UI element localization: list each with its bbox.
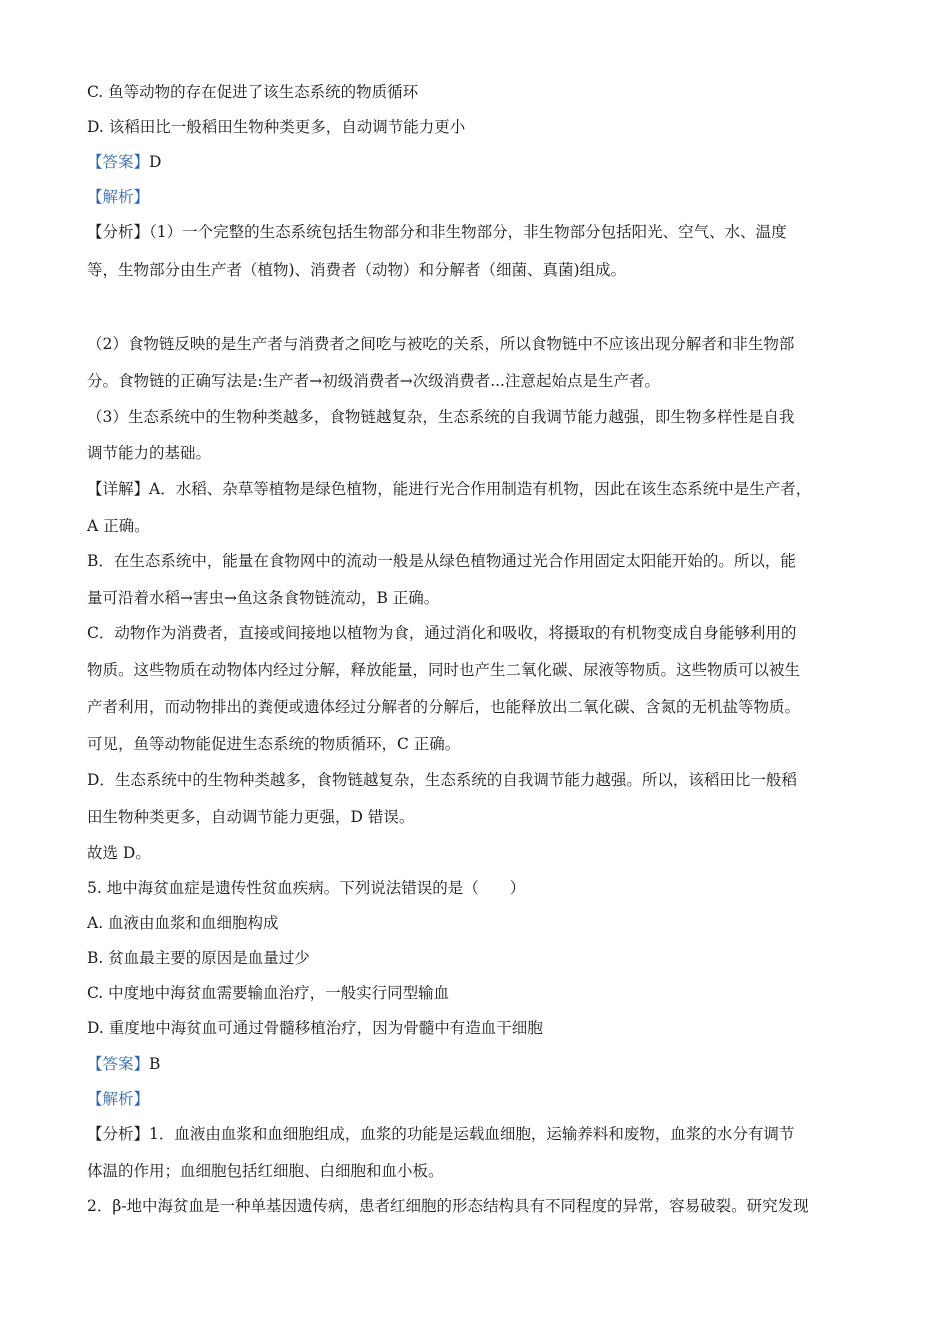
answer-value: D [149,153,162,171]
q4-fenxi-2a: （2）食物链反映的是生产者与消费者之间吃与被吃的关系，所以食物链中不应该出现分解者和非生物部 [87,335,795,353]
fenxi-tag: 【分析】 [87,223,150,241]
q5-option-b: B. 贫血最主要的原因是血量过少 [87,949,310,967]
q4-analysis-tag: 【解析】 [87,188,150,206]
q4-fenxi-1b: 等，生物部分由生产者（植物)、消费者（动物）和分解者（细菌、真菌)组成。 [87,261,627,279]
q5-option-c: C. 中度地中海贫血需要输血治疗，一般实行同型输血 [87,984,450,1002]
q4-xiangjie-b2: 量可沿着水稻→害虫→鱼这条食物链流动，B 正确。 [87,589,440,607]
q5-option-d: D. 重度地中海贫血可通过骨髓移植治疗，因为骨髓中有造血干细胞 [87,1019,543,1037]
q5-analysis-tag: 【解析】 [87,1090,150,1108]
q4-xiangjie-a1 [87,479,877,499]
answer-tag: 【答案】 [87,1055,150,1073]
fenxi-tag: 【分析】 [87,1125,150,1143]
answer-tag: 【答案】 [87,153,150,171]
q4-xiangjie-c3: 产者利用，而动物排出的粪便或遗体经过分解者的分解后，也能释放出二氧化碳、含氮的无机盐等物质。 [87,698,801,716]
answer-value: B [149,1055,161,1073]
q5-stem: 5. 地中海贫血症是遗传性贫血疾病。下列说法错误的是（ ） [87,879,526,897]
q5-option-a: A. 血液由血浆和血细胞构成 [87,914,279,932]
q4-xiangjie-c1: C．动物作为消费者，直接或间接地以植物为食，通过消化和吸收，将摄取的有机物变成自身能够利用的 [87,624,797,642]
q4-xiangjie-b1: B．在生态系统中，能量在食物网中的流动一般是从绿色植物通过光合作用固定太阳能开始的。所以，能 [87,552,796,570]
q5-answer [87,1054,877,1074]
q4-xiangjie-c4: 可见，鱼等动物能促进生态系统的物质循环，C 正确。 [87,735,461,753]
q4-option-d: D. 该稻田比一般稻田生物种类更多，自动调节能力更小 [87,118,466,136]
q4-xiangjie-c2: 物质。这些物质在动物体内经过分解，释放能量，同时也产生二氧化碳、尿液等物质。这些物质可以被生 [87,661,801,679]
xiangjie-tag: 【详解】 [87,480,150,498]
q4-answer [87,152,877,172]
fenxi-text: （1）一个完整的生态系统包括生物部分和非生物部分，非生物部分包括阳光、空气、水、温度 [149,223,787,241]
q4-conclusion: 故选 D。 [87,844,151,862]
fenxi-text: 1．血液由血浆和血细胞组成，血浆的功能是运载血细胞，运输养料和废物，血浆的水分有调节 [149,1125,795,1143]
xiangjie-text: A．水稻、杂草等植物是绿色植物，能进行光合作用制造有机物，因此在该生态系统中是生产者， [149,480,812,498]
q4-xiangjie-d1: D．生态系统中的生物种类越多，食物链越复杂，生态系统的自我调节能力越强。所以，该稻田比一般稻 [87,771,797,789]
q4-xiangjie-d2: 田生物种类更多，自动调节能力更强，D 错误。 [87,808,415,826]
q4-fenxi-2b: 分。食物链的正确写法是:生产者→初级消费者→次级消费者...注意起始点是生产者。 [87,372,660,390]
q4-option-c: C. 鱼等动物的存在促进了该生态系统的物质循环 [87,83,419,101]
q4-fenxi-3a: （3）生态系统中的生物种类越多，食物链越复杂，生态系统的自我调节能力越强，即生物多样性是自我 [87,408,795,426]
q5-fenxi-1a [87,1124,877,1144]
q4-xiangjie-a2: A 正确。 [87,517,150,535]
q4-fenxi-3b: 调节能力的基础。 [87,444,212,462]
q4-fenxi-1a [87,222,877,242]
q5-fenxi-1b: 体温的作用；血细胞包括红细胞、白细胞和血小板。 [87,1162,444,1180]
q5-fenxi-2a: 2．β-地中海贫血是一种单基因遗传病，患者红细胞的形态结构具有不同程度的异常，容易破裂。研究发现 [87,1197,809,1215]
